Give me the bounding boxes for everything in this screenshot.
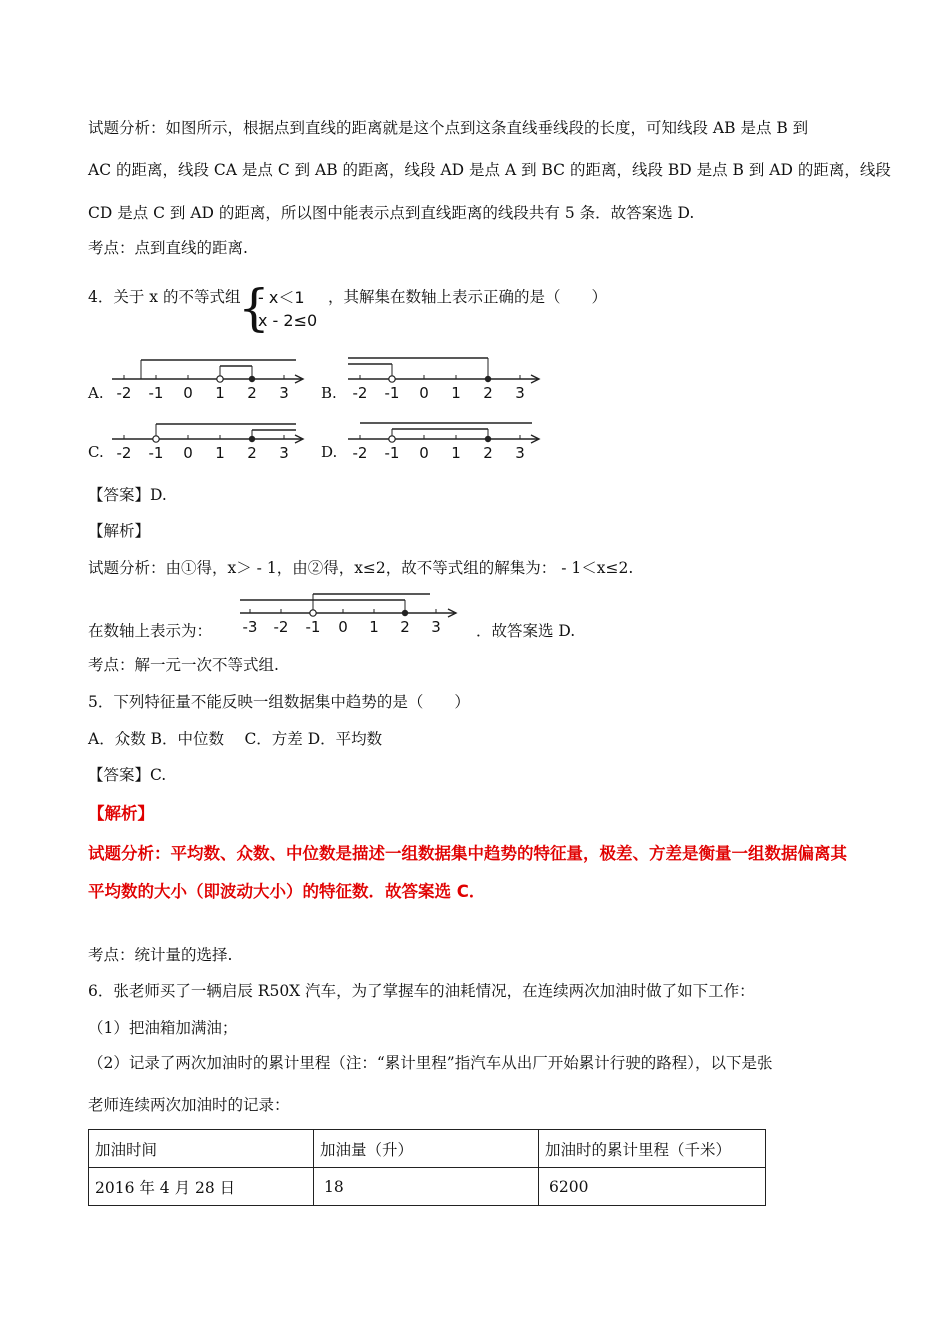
system-brace: { <box>238 279 270 337</box>
tick-label: 2 <box>247 384 257 402</box>
q6-step: 老师连续两次加油时的记录： <box>88 1096 290 1114</box>
tick-label: 1 <box>215 444 225 462</box>
table-header-cell: 加油时间 <box>89 1130 314 1168</box>
solution-number-line <box>236 588 466 638</box>
answer-line: 【答案】C. <box>88 766 167 784</box>
option-b-label: B. <box>321 384 337 402</box>
q6-step: （1）把油箱加满油； <box>88 1019 238 1037</box>
tick-label: -2 <box>116 384 132 402</box>
kaodian-line: 考点：点到直线的距离. <box>88 239 248 257</box>
tick-label: 0 <box>183 444 193 462</box>
q4-stem-tail: ，其解集在数轴上表示正确的是（ ） <box>328 288 608 306</box>
tick-label: 2 <box>483 384 493 402</box>
tick-label: -2 <box>116 444 132 462</box>
q5-stem: 5．下列特征量不能反映一组数据集中趋势的是（ ） <box>88 693 470 711</box>
analysis-line: CD 是点 C 到 AD 的距离，所以图中能表示点到直线距离的线段共有 5 条．故答案选 D. <box>88 204 695 222</box>
table-cell: 2016 年 4 月 28 日 <box>89 1168 314 1206</box>
tick-label: -3 <box>242 618 258 636</box>
table-cell: 6200 <box>539 1168 766 1206</box>
table-row <box>89 1168 766 1206</box>
number-line-c <box>108 414 313 464</box>
number-line-d <box>344 414 549 464</box>
tick-label: -1 <box>305 618 321 636</box>
analysis-line: 试题分析：平均数、众数、中位数是描述一组数据集中趋势的特征量，极差、方差是衡量一组数据偏离其 <box>88 844 847 863</box>
tick-label: 1 <box>369 618 379 636</box>
analysis-line: AC 的距离，线段 CA 是点 C 到 AB 的距离，线段 AD 是点 A 到 BC 的距离，线段 BD 是点 B 到 AD 的距离，线段 <box>88 161 891 179</box>
tick-label: 2 <box>247 444 257 462</box>
shuzhou-label: 在数轴上表示为： <box>88 622 213 640</box>
refuel-record-table <box>88 1129 766 1206</box>
tick-label: -1 <box>148 384 164 402</box>
tick-label: -2 <box>352 444 368 462</box>
tick-label: 2 <box>483 444 493 462</box>
option-c-label: C. <box>88 443 104 461</box>
answer-line: 【答案】D. <box>88 486 167 504</box>
table-header-cell: 加油时的累计里程（千米） <box>539 1130 766 1168</box>
tick-label: -1 <box>148 444 164 462</box>
q6-step: （2）记录了两次加油时的累计里程（注：“累计里程”指汽车从出厂开始累计行驶的路程），以下是张 <box>88 1054 773 1072</box>
tick-label: -2 <box>352 384 368 402</box>
analysis-line: 平均数的大小（即波动大小）的特征数．故答案选 C． <box>88 882 486 901</box>
jiexi-heading: 【解析】 <box>88 522 151 540</box>
tick-label: 2 <box>400 618 410 636</box>
tick-label: 1 <box>451 444 461 462</box>
table-header-cell: 加油量（升） <box>314 1130 539 1168</box>
q5-options: A．众数 B．中位数 C．方差 D．平均数 <box>88 730 383 748</box>
tick-label: -1 <box>384 384 400 402</box>
analysis-line: 试题分析：由①得，x＞ - 1，由②得，x≤2，故不等式组的解集为： - 1＜x≤2. <box>88 559 634 577</box>
q6-stem: 6．张老师买了一辆启辰 R50X 汽车，为了掌握车的油耗情况，在连续两次加油时做了如下工作： <box>88 982 755 1000</box>
inequality-2: x - 2≤0 <box>258 311 318 330</box>
option-d-label: D. <box>321 443 338 461</box>
shuzhou-tail: ．故答案选 D. <box>476 622 576 640</box>
jiexi-heading: 【解析】 <box>88 804 154 823</box>
tick-label: 0 <box>419 444 429 462</box>
number-line-a <box>108 354 313 404</box>
tick-label: 3 <box>515 444 525 462</box>
tick-label: 3 <box>431 618 441 636</box>
tick-label: 0 <box>338 618 348 636</box>
table-cell: 18 <box>314 1168 539 1206</box>
inequality-1: - x＜1 <box>258 288 305 307</box>
tick-label: 3 <box>515 384 525 402</box>
analysis-line: 试题分析：如图所示，根据点到直线的距离就是这个点到这条直线垂线段的长度，可知线段 AB 是点 B 到 <box>88 119 809 137</box>
tick-label: 3 <box>279 384 289 402</box>
tick-label: 0 <box>183 384 193 402</box>
table-header-row <box>89 1130 766 1168</box>
number-line-b <box>344 354 549 404</box>
tick-label: 0 <box>419 384 429 402</box>
option-a-label: A. <box>88 384 104 402</box>
tick-label: 1 <box>451 384 461 402</box>
q4-stem: 4．关于 x 的不等式组 <box>88 288 241 306</box>
tick-label: -2 <box>273 618 289 636</box>
tick-label: 1 <box>215 384 225 402</box>
tick-label: -1 <box>384 444 400 462</box>
tick-label: 3 <box>279 444 289 462</box>
kaodian-line: 考点：解一元一次不等式组. <box>88 656 279 674</box>
kaodian-line: 考点：统计量的选择. <box>88 946 233 964</box>
